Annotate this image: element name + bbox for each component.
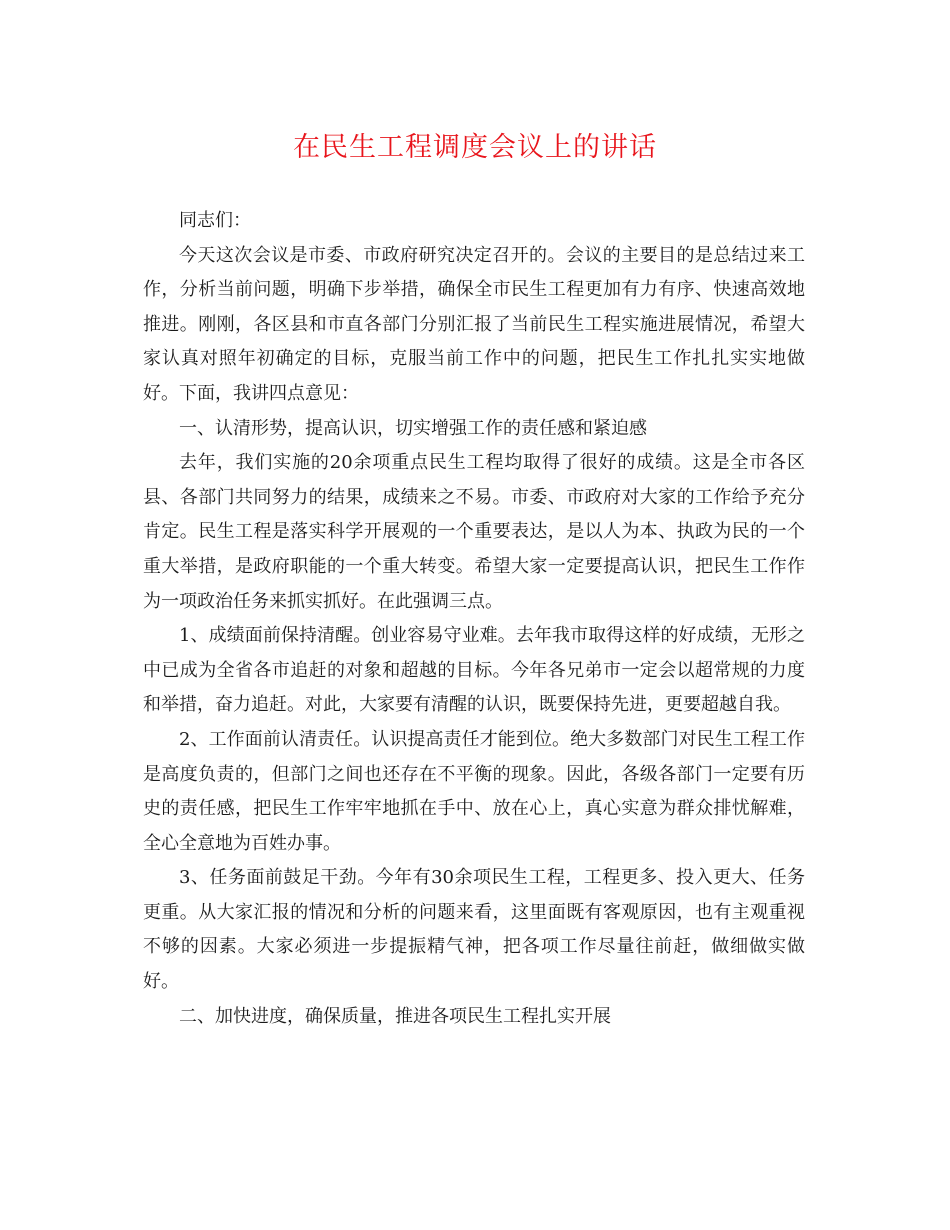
point-3-paragraph: 3、任务面前鼓足干劲。今年有30余项民生工程，工程更多、投入更大、任务更重。从大家汇报的情况和分析的问题来看，这里面既有客观原因，也有主观重视不够的因素。大家必须进一步提振精气神，把各项工作尽量往前赶，做细做实做好。 xyxy=(143,867,805,993)
section-heading-1: 一、认清形势，提高认识，切实增强工作的责任感和紧迫感 xyxy=(179,417,647,439)
point-1-paragraph: 1、成绩面前保持清醒。创业容易守业难。去年我市取得这样的好成绩，无形之中已成为全省各市追赶的对象和超越的目标。今年各兄弟市一定会以超常规的力度和举措，奋力追赶。对此，大家要有清醒的认识，既要保持先进，更要超越自我。 xyxy=(143,625,805,716)
salutation: 同志们： xyxy=(179,210,251,231)
document-body xyxy=(143,204,805,1034)
section-heading-2: 二、加快进度，确保质量，推进各项民生工程扎实开展 xyxy=(179,1005,611,1027)
paragraph-intro: 今天这次会议是市委、市政府研究决定召开的。会议的主要目的是总结过来工作，分析当前问题，明确下步举措，确保全市民生工程更加有力有序、快速高效地推进。刚刚，各区县和市直各部门分别汇报了当前民生工程实施进展情况，希望大家认真对照年初确定的目标，克服当前工作中的问题，把民生工作扎扎实实地做好。下面，我讲四点意见： xyxy=(143,244,805,404)
paragraph-last-year: 去年，我们实施的20余项重点民生工程均取得了很好的成绩。这是全市各区县、各部门共同努力的结果，成绩来之不易。市委、市政府对大家的工作给予充分肯定。民生工程是落实科学开展观的一个重要表达，是以人为本、执政为民的一个重大举措，是政府职能的一个重大转变。希望大家一定要提高认识，把民生工作作为一项政治任务来抓实抓好。在此强调三点。 xyxy=(143,452,805,612)
point-2-paragraph: 2、工作面前认清责任。认识提高责任才能到位。绝大多数部门对民生工程工作是高度负责的，但部门之间也还存在不平衡的现象。因此，各级各部门一定要有历史的责任感，把民生工作牢牢地抓在手中、放在心上，真心实意为群众排忧解难，全心全意地为百姓办事。 xyxy=(143,728,805,854)
document-title: 在民生工程调度会议上的讲话 xyxy=(293,132,657,163)
